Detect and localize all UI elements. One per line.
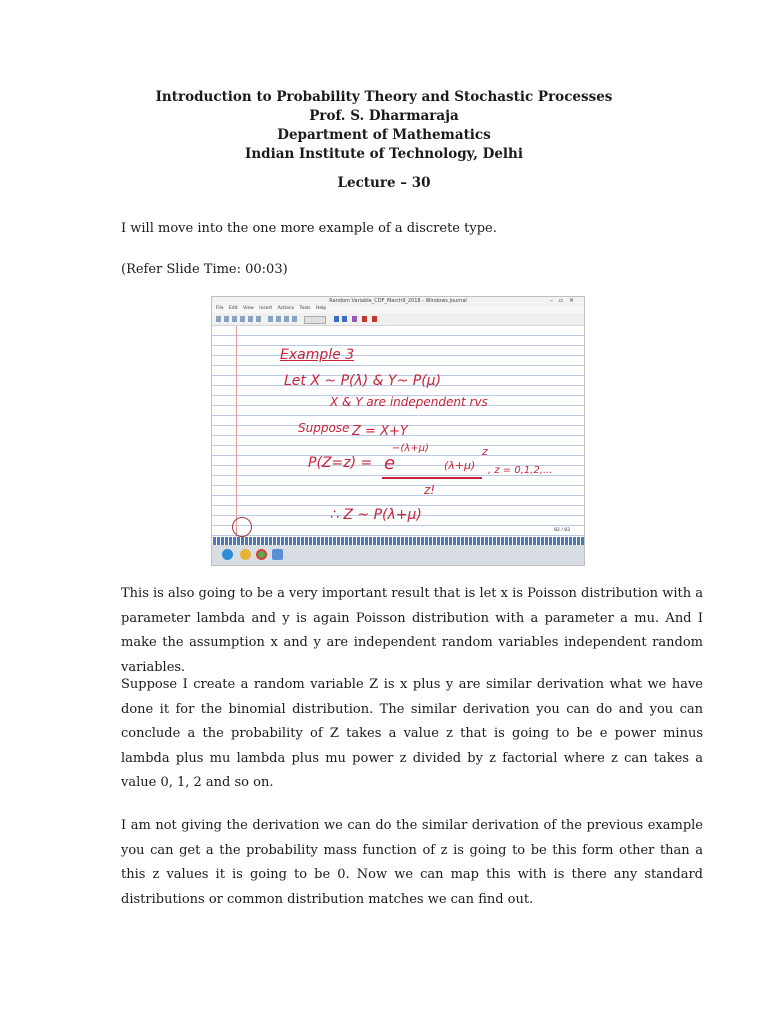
handwritten-line-6: z! [424, 483, 436, 497]
toolbar-icon [268, 316, 273, 322]
paragraph-1: This is also going to be a very important result that is let x is Poisson distribution with a parameter lambda and y is again Poisson distribution with a parameter a mu. And I make the assumption x and y are independent random variables independent random variables. [121, 586, 703, 675]
window-titlebar [212, 297, 584, 306]
header-author: Prof. S. Dharmaraja [309, 108, 459, 124]
handwritten-line-5b: e [384, 453, 396, 474]
chrome-icon [256, 549, 267, 560]
handwritten-line-5d: (λ+μ) [444, 459, 476, 472]
menu-tools: Tools [299, 306, 311, 311]
handwritten-line-5c: −(λ+μ) [392, 443, 429, 454]
toolbar-icon [284, 316, 289, 322]
paragraph-3: I am not giving the derivation we can do the similar derivation of the previous example you can get a the probability mass function of z is going to be this form other than a this z values it is going to be 0. Now we can map this with is there any standard distributions or common distribution matches we can find out. [121, 818, 703, 907]
handwritten-line-5e: z [482, 445, 488, 458]
folder-icon [240, 549, 251, 560]
page-indicator: 82 / 83 [554, 528, 570, 533]
menu-insert: Insert [259, 306, 273, 311]
window-controls: –▫✕ [549, 297, 580, 304]
handwritten-line-4b: Z = X+Y [352, 424, 408, 439]
intro-line: I will move into the one more example of a discrete type. [121, 221, 497, 236]
menu-edit: Edit [228, 306, 238, 311]
journal-icon [272, 549, 283, 560]
toolbar-icon [256, 316, 261, 322]
toolbar-icon [224, 316, 229, 322]
slide-screenshot [211, 296, 585, 566]
pen-icon [334, 316, 339, 322]
header-institute: Indian Institute of Technology, Delhi [245, 146, 523, 162]
toolbar-icon [232, 316, 237, 322]
paragraph-2: Suppose I create a random variable Z is x plus y are similar derivation what we have done it for the binomial distribution. The similar derivation you can do and you can conclude a the probability of Z takes a value z that is going to be e power minus lambda plus mu lambda plus mu power z divided by z factorial where z can takes a value 0, 1, 2 and so on. [121, 677, 703, 790]
page-width-select [304, 316, 326, 324]
margin-line [236, 326, 237, 542]
slide-reference: (Refer Slide Time: 00:03) [121, 262, 288, 277]
pointer-icon [372, 316, 377, 322]
window-title: Random Variable_CDF_March9_2018 - Windows Journal [329, 298, 467, 304]
handwritten-line-3: X & Y are independent rvs [330, 395, 488, 409]
toolbar-icon [248, 316, 253, 322]
handwritten-line-2: Let X ~ P(λ) & Y~ P(μ) [284, 373, 442, 389]
menu-view: View [243, 306, 254, 311]
header-department: Department of Mathematics [277, 127, 491, 143]
compass-icon [232, 517, 252, 537]
toolbar [212, 313, 584, 326]
timeline-ruler [212, 537, 584, 545]
toolbar-icon [276, 316, 281, 322]
toolbar-icon [240, 316, 245, 322]
header-title: Introduction to Probability Theory and Stochastic Processes [155, 89, 613, 105]
menu-bar [212, 306, 584, 313]
fraction-bar [382, 477, 482, 479]
start-icon [222, 549, 233, 560]
handwritten-line-5f: , z = 0,1,2,... [488, 465, 553, 476]
handwritten-line-4a: Suppose [298, 421, 350, 435]
toolbar-icon [292, 316, 297, 322]
taskbar [212, 545, 584, 565]
eraser-icon [362, 316, 367, 322]
toolbar-icon [216, 316, 221, 322]
pen-icon [342, 316, 347, 322]
menu-file: File [216, 306, 224, 311]
highlighter-icon [352, 316, 357, 322]
menu-help: Help [316, 306, 327, 311]
menu-actions: Actions [277, 306, 295, 311]
handwritten-conclusion: ∴ Z ~ P(λ+μ) [330, 507, 422, 523]
handwritten-heading: Example 3 [280, 347, 355, 363]
lecture-number: Lecture – 30 [337, 175, 431, 191]
handwritten-line-5a: P(Z=z) = [308, 455, 373, 471]
